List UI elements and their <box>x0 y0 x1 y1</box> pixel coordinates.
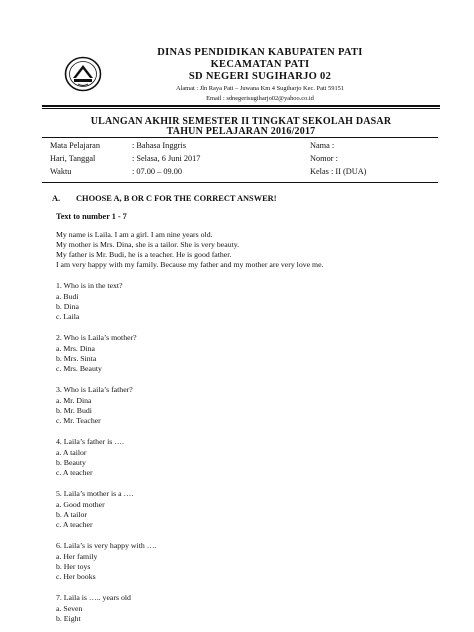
question-text: 4. Laila’s father is …. <box>56 437 124 446</box>
answer-option: c. Mr. Teacher <box>56 416 101 425</box>
answer-option: c. A teacher <box>56 468 93 477</box>
class-field: Kelas : II (DUA) <box>310 167 367 176</box>
section-instruction: CHOOSE A, B OR C FOR THE CORRECT ANSWER! <box>76 194 277 203</box>
answer-option: a. Seven <box>56 604 83 613</box>
question-text: 7. Laila is ….. years old <box>56 593 131 602</box>
question-text: 2. Who is Laila’s mother? <box>56 333 137 342</box>
answer-option: b. Dina <box>56 302 79 311</box>
answer-option: b. A tailor <box>56 510 87 519</box>
answer-option: b. Mrs. Sinta <box>56 354 97 363</box>
reading-line: My father is Mr. Budi, he is a teacher. He is good father. <box>56 250 232 259</box>
reading-line: I am very happy with my family. Because my father and my mother are very love me. <box>56 260 324 269</box>
exam-year: TAHUN PELAJARAN 2016/2017 <box>166 126 316 137</box>
question-text: 5. Laila’s mother is a …. <box>56 489 134 498</box>
time-label: Waktu <box>50 167 72 176</box>
school-name: SD NEGERI SUGIHARJO 02 <box>188 71 332 82</box>
date-value: : Selasa, 6 Juni 2017 <box>132 154 201 163</box>
district-name: KECAMATAN PATI <box>210 59 310 70</box>
answer-option: b. Beauty <box>56 458 86 467</box>
answer-option: c. A teacher <box>56 520 93 529</box>
section-letter: A. <box>52 194 61 203</box>
reading-line: My name is Laila. I am a girl. I am nine years old. <box>56 230 213 239</box>
school-logo <box>64 56 102 92</box>
section-heading <box>42 194 277 203</box>
subject-label: Mata Pelajaran <box>50 141 100 150</box>
time-value: : 07.00 – 09.00 <box>132 167 183 176</box>
answer-option: a. Mr. Dina <box>56 396 92 405</box>
reading-heading: Text to number 1 - 7 <box>56 212 127 221</box>
agency-name: DINAS PENDIDIKAN KABUPATEN PATI <box>157 47 363 58</box>
header-rule-thin <box>42 108 440 109</box>
date-label: Hari, Tanggal <box>50 154 96 163</box>
school-address: Alamat : Jln Raya Pati – Juwana Km 4 Sugiharjo Kec. Pati 59151 <box>175 85 345 92</box>
exam-info-box <box>42 137 438 183</box>
number-field: Nomor : <box>310 154 338 163</box>
answer-option: c. Laila <box>56 312 80 321</box>
school-email: Email : sdnegerisugiharjo02@yahoo.co.id <box>206 95 314 102</box>
answer-option: b. Her toys <box>56 562 91 571</box>
answer-option: a. Her family <box>56 552 98 561</box>
reading-line: My mother is Mrs. Dina, she is a tailor. She is very beauty. <box>56 240 240 249</box>
answer-option: b. Eight <box>56 614 81 623</box>
question-text: 6. Laila’s is very happy with …. <box>56 541 157 550</box>
exam-title: ULANGAN AKHIR SEMESTER II TINGKAT SEKOLAH DASAR <box>90 116 392 127</box>
answer-option: c. Mrs. Beauty <box>56 364 102 373</box>
question-text: 1. Who is in the text? <box>56 281 123 290</box>
answer-option: c. Her books <box>56 572 96 581</box>
name-field: Nama : <box>310 141 335 150</box>
question-text: 3. Who is Laila’s father? <box>56 385 133 394</box>
header-rule-thick <box>42 105 440 107</box>
answer-option: a. Mrs. Dina <box>56 344 95 353</box>
answer-option: a. Good mother <box>56 500 105 509</box>
answer-option: a. A tailor <box>56 448 87 457</box>
subject-value: : Bahasa Inggris <box>132 141 186 150</box>
answer-option: b. Mr. Budi <box>56 406 92 415</box>
answer-option: a. Budi <box>56 292 79 301</box>
